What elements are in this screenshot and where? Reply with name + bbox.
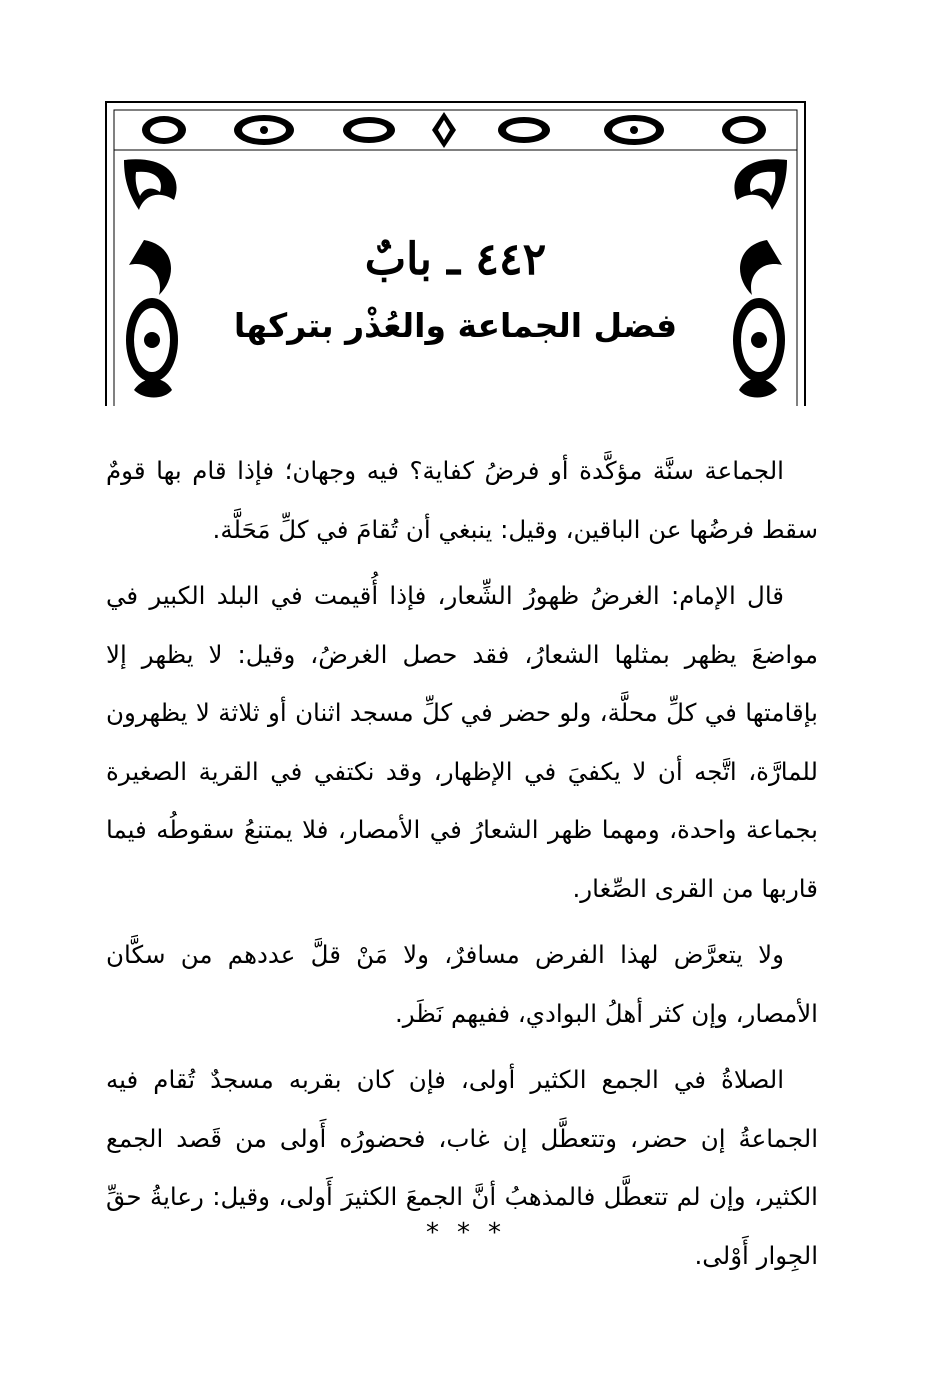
paragraph-2: قال الإمام: الغرضُ ظهورُ الشِّعار، فإذا أُقيمت في البلد الكبير في مواضعَ يظهر بمثلها الشعارُ، فقد حصل الغرضُ، وقيل: لا يظهر إلا بإقامتها في كلِّ محلَّة، ولو حضر في كلِّ مسجد اثنان أو ثلاثة لا يظهرون للمارَّة، اتَّجه أن لا يكفيَ في الإظهار، وقد نكتفي في القرية الصغيرة بجماعة واحدة، ومهما ظهر الشعارُ في الأمصار، فلا يمتنعُ سقوطُه فيما قاربها من القرى الصِّغار.: [106, 581, 818, 903]
chapter-subtitle: فضل الجماعة والعُذْر بتركها: [233, 306, 678, 345]
section-divider: ***: [426, 1218, 519, 1248]
body-text: [106, 442, 818, 1293]
chapter-title: ٤٤٢ ـ بابٌ: [364, 234, 547, 285]
chapter-heading: [104, 230, 807, 352]
paragraph-3: ولا يتعرَّض لهذا الفرض مسافرٌ، ولا مَنْ قلَّ عددهم من سكَّان الأمصار، وإن كثر أهلُ البوادي، ففيهم نَظَر.: [106, 940, 818, 1028]
paragraph-1: الجماعة سنَّة مؤكَّدة أو فرضُ كفاية؟ فيه وجهان؛ فإذا قام بها قومٌ سقط فرضُها عن الباقين، وقيل: ينبغي أن تُقامَ في كلِّ مَحَلَّة.: [106, 456, 818, 544]
paragraph-4: الصلاةُ في الجمع الكثير أولى، فإن كان بقربه مسجدٌ تُقام فيه الجماعةُ إن حضر، وتتعطَّل إن غاب، فحضورُه أَولى من قَصد الجمع الكثير، وإن لم تتعطَّل فالمذهبُ أنَّ الجمعَ الكثيرَ أَولى، وقيل: رعايةُ حقِّ الجِوار أَوْلى.: [106, 1065, 818, 1270]
